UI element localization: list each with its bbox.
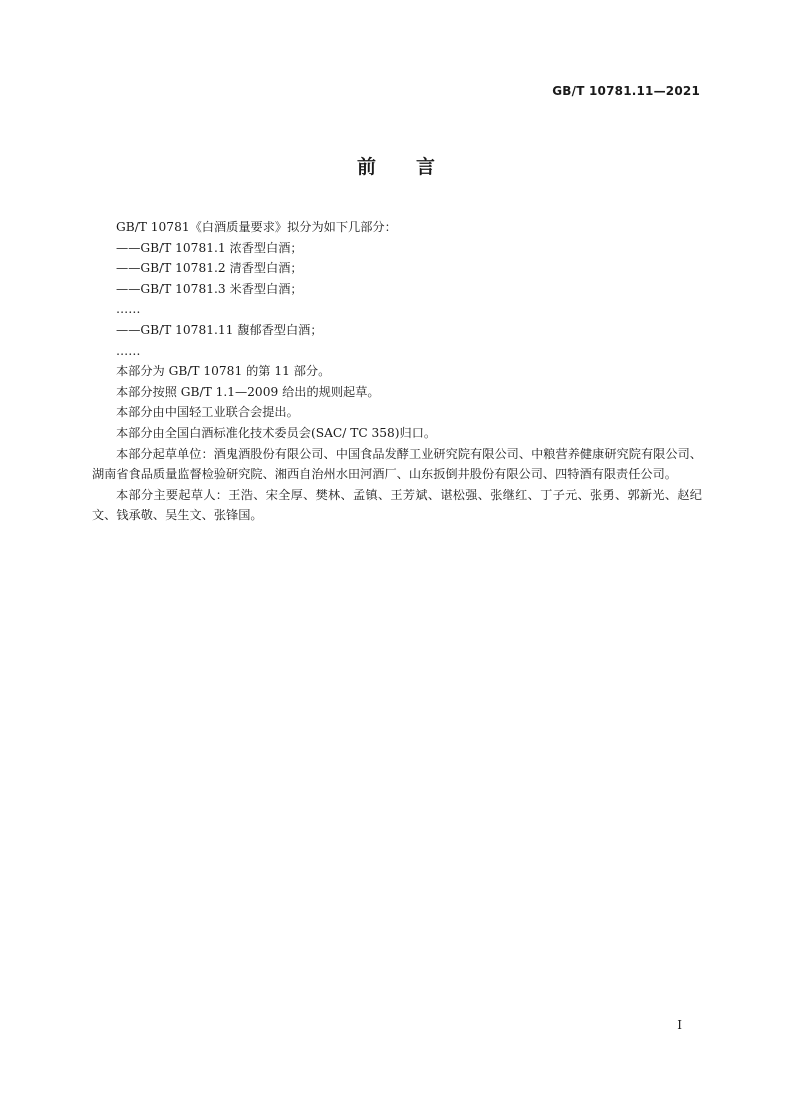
centralized-by-paragraph: 本部分由全国白酒标准化技术委员会(SAC/ TC 358)归口。	[116, 425, 437, 440]
proposed-by-paragraph: 本部分由中国轻工业联合会提出。	[116, 405, 299, 420]
page-title: 前言	[356, 156, 475, 178]
this-part-paragraph: 本部分为 GB/T 10781 的第 11 部分。	[116, 364, 331, 379]
list-item-part-2: ——GB/T 10781.2 清香型白酒；	[116, 261, 303, 276]
list-item-part-1: ——GB/T 10781.1 浓香型白酒；	[116, 240, 303, 255]
list-item-part-3: ——GB/T 10781.3 米香型白酒；	[116, 281, 303, 296]
list-ellipsis: ……	[116, 302, 141, 317]
page-number: I	[677, 1018, 682, 1032]
list-ellipsis: ……	[116, 343, 141, 358]
foreword-body	[92, 217, 702, 526]
standard-number: GB/T 10781.11—2021	[552, 84, 700, 98]
drafters-paragraph: 本部分主要起草人：王浩、宋全厚、樊林、孟镇、王芳斌、谌松强、张继红、丁子元、张勇、郭新光、赵纪文、钱承敬、吴生文、张锋国。	[92, 487, 702, 523]
drafting-units-paragraph: 本部分起草单位：酒鬼酒股份有限公司、中国食品发酵工业研究院有限公司、中粮营养健康研究院有限公司、湖南省食品质量监督检验研究院、湘西自治州水田河酒厂、山东扳倒井股份有限公司、四特酒有限责任公司。	[92, 446, 702, 482]
intro-paragraph: GB/T 10781《白酒质量要求》拟分为如下几部分：	[116, 220, 397, 234]
drafting-rules-paragraph: 本部分按照 GB/T 1.1—2009 给出的规则起草。	[116, 384, 380, 399]
list-item-part-11: ——GB/T 10781.11 馥郁香型白酒；	[116, 322, 323, 337]
